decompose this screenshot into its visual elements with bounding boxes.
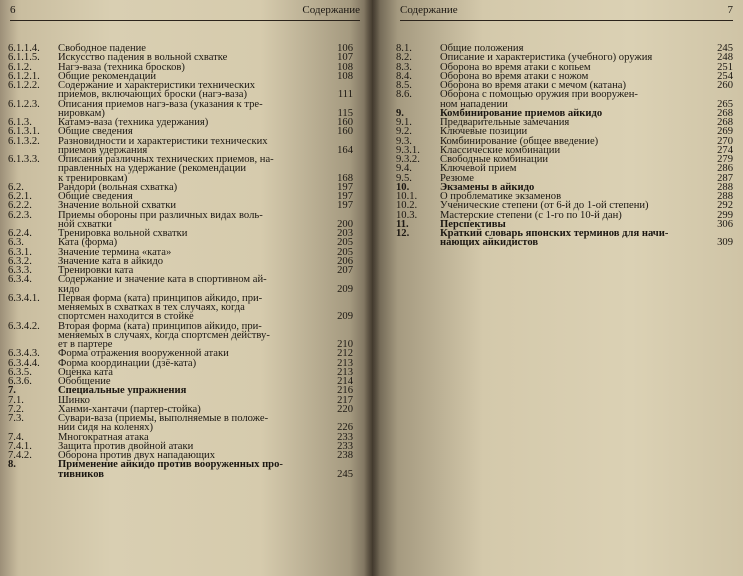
toc-entry-number: 6.2.1. — [8, 191, 32, 202]
toc-entry-title: ет в партере — [58, 339, 113, 350]
toc-entry-page: 197 — [337, 181, 353, 193]
toc-entry-number: 6.1.2. — [8, 61, 32, 73]
toc-entry-title: спортсмен находится в стойке — [58, 311, 194, 323]
toc-entry-title: кидо — [58, 283, 80, 295]
toc-entry-title: Экзамены в айкидо — [440, 181, 535, 193]
toc-entry-title: Оборона против двух нападающих — [58, 450, 216, 461]
toc-entry-number: 6.1.3. — [8, 117, 32, 128]
toc-entry-number: 8.6. — [396, 89, 412, 101]
toc-entry-page: 213 — [337, 357, 353, 369]
toc-entry-title: Свободное падение — [58, 43, 147, 54]
toc-entry — [396, 229, 733, 248]
toc-entry-number: 6.2.2. — [8, 200, 32, 212]
toc-entry-title: Оборона с помощью оружия при вооружен- — [440, 89, 638, 101]
toc-entry-number: 6.3.2. — [8, 255, 32, 267]
right-page-number: 7 — [727, 4, 733, 16]
toc-entry-page: 299 — [717, 209, 733, 221]
toc-entry-number: 10.2. — [396, 200, 418, 212]
toc-entry-page: 233 — [337, 440, 353, 452]
toc-entry — [8, 294, 353, 322]
toc-entry-title: Разновидности и характеристики технических — [58, 135, 268, 147]
toc-entry-number: 6.1.3.2. — [8, 135, 40, 147]
toc-entry-page: 245 — [717, 43, 733, 54]
toc-entry-title: нировкам) — [58, 107, 105, 119]
toc-entry-number: 10. — [396, 181, 410, 193]
toc-entry-title: приемов удержания — [58, 144, 148, 156]
toc-entry-page: 205 — [337, 237, 353, 249]
toc-entry — [8, 211, 353, 230]
toc-entry-number: 12. — [396, 228, 410, 239]
toc-entry — [8, 81, 353, 100]
toc-entry-number: 6.3.4.2. — [8, 320, 40, 332]
toc-entry-title: Шинко — [58, 394, 90, 406]
toc-entry-page: 209 — [337, 283, 353, 295]
toc-entry-title: Описания приемов нагэ-ваза (указания к тре- — [58, 98, 263, 110]
toc-entry-title: Применение айкидо против вооруженных про- — [58, 459, 283, 471]
toc-entry-title: Комбинирование (общее введение) — [440, 135, 599, 147]
left-page-number: 6 — [10, 4, 16, 16]
toc-entry-number: 9.3. — [396, 135, 412, 147]
toc-entry — [8, 460, 353, 479]
toc-entry-number: 6.3.1. — [8, 246, 32, 258]
toc-entry-number: 8.2. — [396, 52, 412, 64]
toc-entry-number: 8.4. — [396, 70, 412, 82]
toc-entry-title: Защита против двойной атаки — [58, 440, 194, 452]
toc-entry-page: 214 — [337, 376, 353, 387]
toc-entry-number: 6.3.4.4. — [8, 357, 40, 369]
toc-entry-title: Форма координации (дзё-ката) — [58, 357, 197, 369]
toc-entry-title: Специальные упражнения — [58, 385, 187, 397]
toc-entry-title: Общие сведения — [58, 191, 133, 202]
toc-entry-page: 268 — [717, 117, 733, 128]
toc-entry-number: 6.1.3.1. — [8, 126, 40, 138]
toc-entry-title: ной схватки — [58, 218, 112, 230]
toc-entry-number: 7.1. — [8, 394, 24, 406]
toc-entry-title: Ученические степени (от 6-й до 1-ой степени) — [440, 200, 649, 212]
toc-entry-page: 288 — [717, 181, 733, 193]
toc-entry-page: 209 — [337, 311, 353, 323]
toc-entry-page: 212 — [337, 348, 353, 360]
toc-entry-title: Свободные комбинации — [440, 154, 549, 165]
toc-entry-title: Содержание и характеристики технических — [58, 80, 256, 91]
toc-entry-title: Общие рекомендации — [58, 70, 157, 82]
right-page — [372, 0, 743, 576]
toc-entry-number: 8. — [8, 459, 16, 471]
toc-entry-page: 270 — [717, 135, 733, 147]
toc-entry-page: 164 — [337, 144, 353, 156]
toc-entry-title: Тренировки ката — [58, 265, 134, 276]
toc-entry-title: Рандори (вольная схватка) — [58, 181, 178, 193]
toc-entry-title: Краткий словарь японских терминов для начи- — [440, 228, 669, 239]
toc-entry-number: 6.1.1.4. — [8, 43, 40, 54]
toc-entry-page: 205 — [337, 246, 353, 258]
toc-entry-number: 9.3.1. — [396, 144, 420, 156]
toc-entry-page: 226 — [337, 422, 353, 434]
toc-entry-title: Комбинирование приемов айкидо — [440, 107, 603, 119]
toc-entry-page: 168 — [337, 172, 353, 184]
toc-entry — [8, 100, 353, 119]
right-header-rule — [400, 20, 733, 21]
toc-entry-title: Значение термина «ката» — [58, 246, 172, 258]
toc-entry-page: 279 — [717, 154, 733, 165]
toc-entry-title: О проблематике экзаменов — [440, 191, 562, 202]
toc-entry-number: 9.2. — [396, 126, 412, 138]
toc-entry-title: Общие сведения — [58, 126, 133, 138]
toc-entry-title: Предварительные замечания — [440, 117, 570, 128]
toc-entry-title: Тренировка вольной схватки — [58, 228, 188, 239]
toc-entry-title: Катамэ-ваза (техника удержания) — [58, 117, 209, 128]
toc-entry-page: 220 — [337, 403, 353, 415]
toc-entry-page: 213 — [337, 366, 353, 378]
toc-entry-title: к тренировкам) — [58, 172, 128, 184]
toc-entry-number: 7. — [8, 385, 16, 397]
toc-entry-page: 108 — [337, 70, 353, 82]
toc-entry-page: 206 — [337, 255, 353, 267]
toc-entry-number: 6.3.4.1. — [8, 292, 40, 304]
toc-entry-page: 160 — [337, 126, 353, 138]
toc-entry-page: 107 — [337, 52, 353, 64]
left-header-title: Содержание — [302, 4, 360, 16]
toc-entry-number: 6.3.3. — [8, 265, 32, 276]
toc-entry-title: Многократная атака — [58, 431, 149, 443]
toc-entry-page: 197 — [337, 191, 353, 202]
toc-entry-number: 6.3.6. — [8, 376, 32, 387]
toc-entry-number: 6.1.1.5. — [8, 52, 40, 64]
toc-entry-page: 207 — [337, 265, 353, 276]
toc-entry-page: 248 — [717, 52, 733, 64]
toc-entry-title: правленных на удержание (рекомендации — [58, 163, 247, 175]
toc-entry-number: 9.1. — [396, 117, 412, 128]
toc-entry-number: 6.1.2.1. — [8, 70, 40, 82]
toc-entry-title: Мастерские степени (с 1-го по 10-й дан) — [440, 209, 622, 221]
toc-entry-page: 287 — [717, 172, 733, 184]
toc-entry-number: 9. — [396, 107, 404, 119]
toc-entry-number: 7.4.1. — [8, 440, 32, 452]
toc-entry-page: 160 — [337, 117, 353, 128]
toc-entry-page: 217 — [337, 394, 353, 406]
toc-entry — [8, 414, 353, 433]
toc-entry-title: Описание и характеристика (учебного) оружия — [440, 52, 653, 64]
toc-entry — [8, 275, 353, 294]
toc-entry — [8, 137, 353, 156]
toc-entry-page: 288 — [717, 191, 733, 202]
toc-entry-title: Классические комбинации — [440, 144, 561, 156]
left-header-rule — [10, 20, 360, 21]
toc-entry-title: Резюме — [440, 172, 474, 184]
toc-entry-page: 292 — [717, 200, 733, 212]
toc-entry-number: 6.3. — [8, 237, 24, 249]
toc-entry-page: 265 — [717, 98, 733, 110]
toc-entry-number: 11. — [396, 218, 409, 230]
toc-entry-title: Форма отражения вооруженной атаки — [58, 348, 229, 360]
toc-entry — [8, 322, 353, 350]
toc-entry-title: нии сидя на коленях) — [58, 422, 154, 434]
toc-entry-title: Первая форма (ката) принципов айкидо, при- — [58, 292, 263, 304]
toc-entry-page: 269 — [717, 126, 733, 138]
toc-entry-number: 6.3.5. — [8, 366, 32, 378]
toc-entry-number: 10.1. — [396, 191, 418, 202]
toc-entry-page: 286 — [717, 163, 733, 175]
toc-entry-number: 9.3.2. — [396, 154, 420, 165]
toc-entry-number: 7.3. — [8, 413, 24, 424]
toc-entry-title: Оборона во время атаки с мечом (катана) — [440, 80, 626, 91]
right-toc-list — [396, 44, 733, 248]
toc-entry-number: 6.2.3. — [8, 209, 32, 221]
toc-entry-title: Искусство падения в вольной схватке — [58, 52, 228, 64]
toc-entry-number: 10.3. — [396, 209, 418, 221]
toc-entry-number: 7.4. — [8, 431, 24, 443]
toc-entry-title: Описания различных технических приемов, на- — [58, 154, 274, 165]
toc-entry-title: приемов, включающих броски (нагэ-ваза) — [58, 89, 248, 101]
toc-entry-title: меняемых в схватках в тех случаях, когда — [58, 302, 245, 313]
toc-entry-title: тивников — [58, 468, 104, 480]
toc-entry-page: 254 — [717, 70, 733, 82]
toc-entry-number: 6.3.4. — [8, 274, 32, 286]
toc-entry-title: Оборона во время атаки с копьем — [440, 61, 591, 73]
toc-entry-page: 309 — [717, 237, 733, 249]
toc-entry-page: 106 — [337, 43, 353, 54]
toc-entry-title: Оборона во время атаки с ножом — [440, 70, 589, 82]
toc-entry-number: 8.1. — [396, 43, 412, 54]
toc-entry-title: Значение ката в айкидо — [58, 255, 164, 267]
toc-entry-title: Нагэ-ваза (техника бросков) — [58, 61, 185, 73]
toc-entry-page: 251 — [717, 61, 733, 73]
toc-entry-page: 115 — [337, 107, 353, 119]
toc-entry-title: Перспективы — [440, 218, 506, 230]
toc-entry-page: 238 — [337, 450, 353, 461]
toc-entry-page: 245 — [337, 468, 353, 480]
toc-entry-page: 200 — [337, 218, 353, 230]
toc-entry-number: 6.2.4. — [8, 228, 32, 239]
toc-entry-title: Ханми-хантачи (партер-стойка) — [58, 403, 201, 415]
toc-entry-title: Сувари-ваза (приемы, выполняемые в положе- — [58, 413, 269, 424]
toc-entry-page: 268 — [717, 107, 733, 119]
toc-entry-page: 197 — [337, 200, 353, 212]
book-gutter — [364, 0, 380, 576]
toc-entry-number: 6.3.4.3. — [8, 348, 40, 360]
toc-entry-page: 274 — [717, 144, 733, 156]
toc-entry-number: 6.1.2.3. — [8, 98, 40, 110]
toc-entry-title: меняемых в случаях, когда спортсмен действу- — [58, 329, 270, 341]
toc-entry-number: 7.2. — [8, 403, 24, 415]
toc-entry-number: 6.1.3.3. — [8, 154, 40, 165]
toc-entry-title: Приемы обороны при различных видах воль- — [58, 209, 263, 221]
toc-entry-title: ном нападении — [440, 98, 508, 110]
toc-entry-page: 306 — [717, 218, 733, 230]
toc-entry-page: 216 — [337, 385, 353, 397]
toc-entry-number: 6.2. — [8, 181, 24, 193]
toc-entry — [8, 155, 353, 183]
toc-entry-page: 111 — [337, 89, 353, 101]
right-header-title: Содержание — [400, 4, 458, 16]
toc-entry-page: 233 — [337, 431, 353, 443]
toc-entry-page: 203 — [337, 228, 353, 239]
toc-entry-title: Общие положения — [440, 43, 524, 54]
toc-entry-title: Оценка ката — [58, 366, 113, 378]
toc-entry-page: 108 — [337, 61, 353, 73]
toc-entry-page: 210 — [337, 339, 353, 350]
left-toc-list — [8, 44, 353, 479]
toc-entry-title: Вторая форма (ката) принципов айкидо, при- — [58, 320, 262, 332]
toc-entry-number: 7.4.2. — [8, 450, 32, 461]
toc-entry-title: Ката (форма) — [58, 237, 118, 249]
toc-entry-title: Значение вольной схватки — [58, 200, 177, 212]
toc-entry-number: 8.5. — [396, 80, 412, 91]
toc-entry-title: Ключевые позиции — [440, 126, 528, 138]
toc-entry — [396, 90, 733, 109]
toc-entry-number: 8.3. — [396, 61, 412, 73]
toc-entry-title: Обобщение — [58, 376, 111, 387]
toc-entry-page: 260 — [717, 80, 733, 91]
toc-entry-title: Ключевой прием — [440, 163, 517, 175]
toc-entry-number: 9.4. — [396, 163, 412, 175]
toc-entry-number: 9.5. — [396, 172, 412, 184]
toc-entry-title: Содержание и значение ката в спортивном ай- — [58, 274, 267, 286]
toc-entry-title: нающих айкидистов — [440, 237, 539, 249]
toc-entry-number: 6.1.2.2. — [8, 80, 40, 91]
